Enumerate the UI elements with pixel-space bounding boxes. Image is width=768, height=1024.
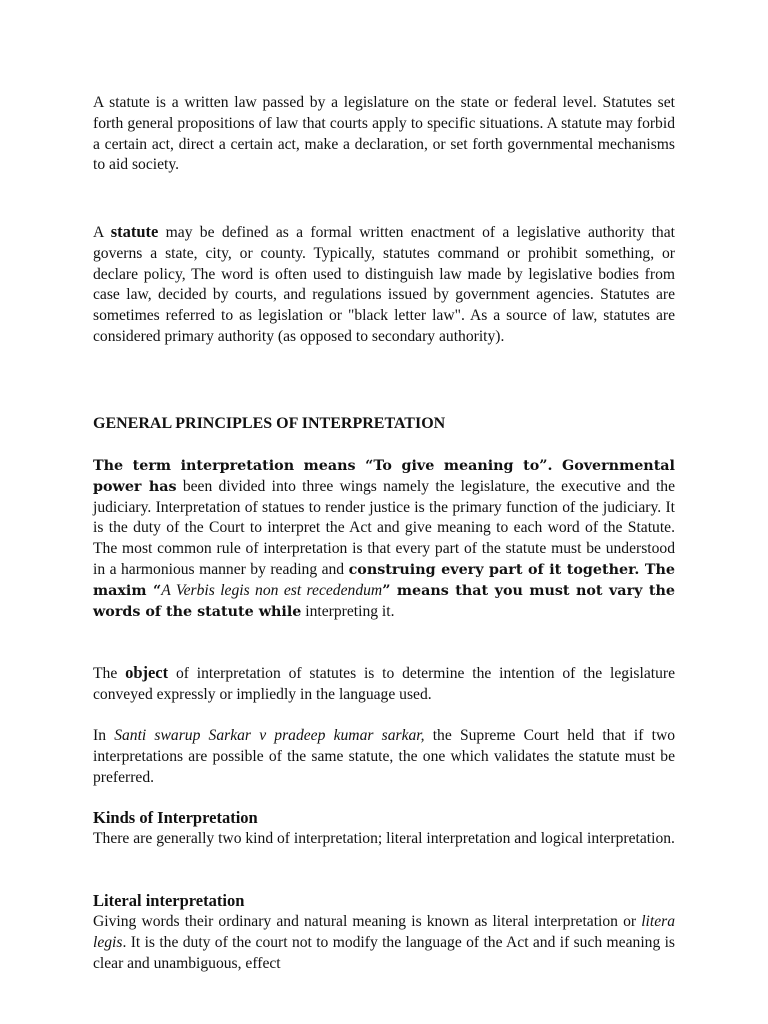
- text-run: interpreting it.: [301, 602, 395, 620]
- paragraph-statute-definition: A statute is a written law passed by a legislature on the state or federal level. Statutes set forth general propositions of law that courts apply to specific situations. A statute may forbid a certain act, direct a certain act, make a declaration, or set forth governmental mechanisms to aid society.: [93, 94, 675, 174]
- bold-text-run: construing every part of it together. The maxim “: [93, 561, 675, 599]
- text-run: The: [93, 665, 126, 682]
- text-run: Giving words their ordinary and natural meaning is known as literal interpretation or: [93, 913, 642, 930]
- paragraph-kinds: There are generally two kind of interpretation; literal interpretation and logical interpretation.: [93, 830, 675, 847]
- bold-text-run: The term interpretation means “To give meaning to”. Governmental power has: [93, 458, 675, 495]
- heading-kinds-of-interpretation: Kinds of Interpretation: [93, 808, 258, 827]
- latin-maxim: A Verbis legis non est recedendum: [161, 581, 383, 599]
- text-run: A: [93, 224, 111, 241]
- paragraph-case-citation: [93, 726, 675, 788]
- object-term: object: [125, 663, 169, 682]
- paragraph-statute-formal-definition: [93, 222, 675, 348]
- text-run: . It is the duty of the court not to modify the language of the Act and if such meaning is clear and unambiguous, effect: [93, 933, 675, 972]
- text-run: In: [93, 727, 115, 744]
- paragraph-object-of-interpretation: [93, 663, 675, 706]
- heading-general-principles: GENERAL PRINCIPLES OF INTERPRETATION: [93, 415, 446, 432]
- paragraph-literal-interpretation: [93, 912, 675, 974]
- text-run: the Supreme Court held that if two interpretations are possible of the same statute, the one which validates the statute must be preferred.: [93, 727, 676, 786]
- text-run: of interpretation of statutes is to determine the intention of the legislature conveyed expressly or impliedly in the language used.: [93, 665, 675, 703]
- text-run: been divided into three wings namely the legislature, the executive and the judiciary. Interpretation of statues to render justice is the primary function of the judiciary. It is the duty of the Court to interpret the Act and give meaning to each word of the Statute. The most common rule of interpretation is that every part of the statute must be understood in a harmonious manner by reading and: [93, 477, 675, 578]
- heading-literal-interpretation: Literal interpretation: [93, 891, 245, 910]
- litera-legis-term: litera legis: [93, 913, 675, 951]
- bold-text-run: ” means that you must not vary the words of the statute while: [93, 582, 675, 620]
- paragraph-interpretation-meaning: [93, 456, 675, 622]
- statute-term: statute: [110, 222, 159, 241]
- case-name: Santi swarup Sarkar v pradeep kumar sarkar,: [114, 727, 425, 744]
- text-run: may be defined as a formal written enactment of a legislative authority that governs a state, city, or county. Typically, statutes command or prohibit something, or declare policy, The word is often used to distinguish law made by legislative bodies from case law, decided by courts, and regulations issued by government agencies. Statutes are sometimes referred to as legislation or "black letter law". As a source of law, statutes are considered primary authority (as opposed to secondary authority).: [93, 224, 675, 345]
